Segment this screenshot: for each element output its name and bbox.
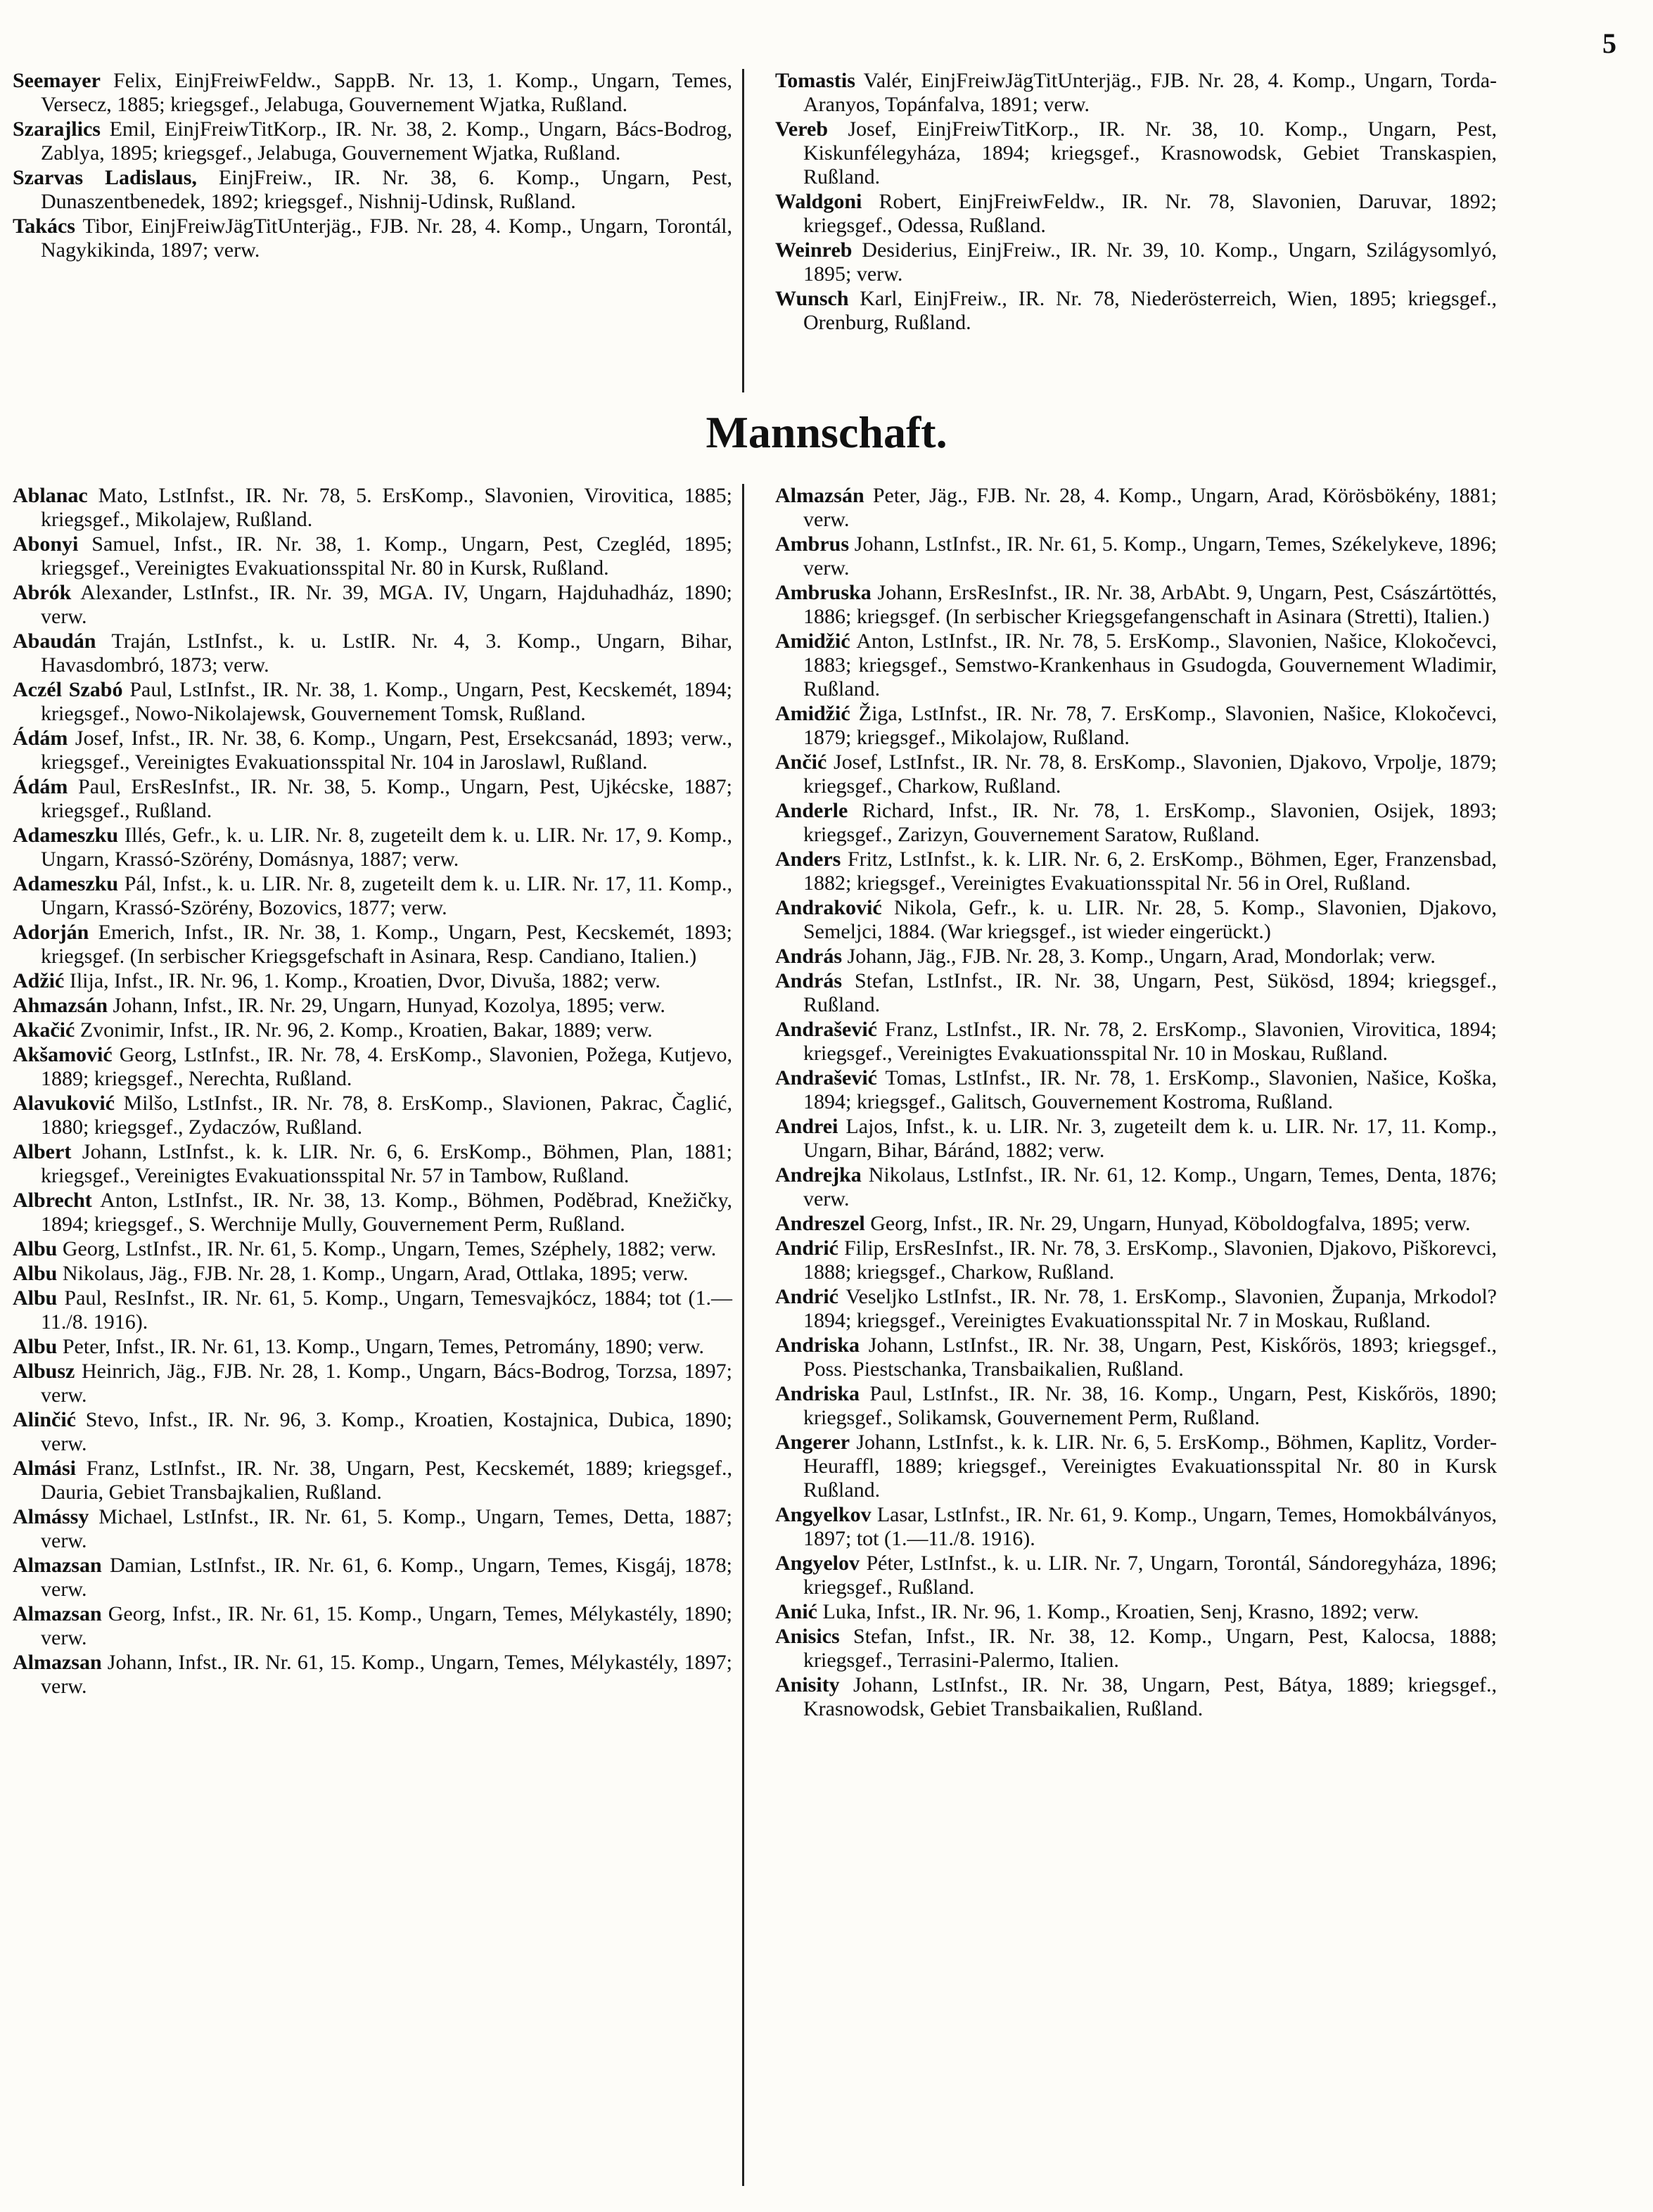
- entry-details: Ilija, Infst., IR. Nr. 96, 1. Komp., Kroatien, Dvor, Divuša, 1882; verw.: [64, 969, 660, 992]
- casualty-entry: [13, 1286, 732, 1334]
- entry-details: Samuel, Infst., IR. Nr. 38, 1. Komp., Ungarn, Pest, Czegléd, 1895; kriegsgef., Vereinigtes Evakuationsspital Nr. 80 in Kursk, Rußland.: [41, 532, 732, 580]
- entry-surname: Anderle: [775, 799, 848, 822]
- entry-surname: Anisity: [775, 1673, 840, 1696]
- entry-details: Traján, LstInfst., k. u. LstIR. Nr. 4, 3. Komp., Ungarn, Bihar, Havasdombró, 1873; verw.: [41, 629, 732, 677]
- entry-details: Franz, LstInfst., IR. Nr. 78, 2. ErsKomp., Slavonien, Virovitica, 1894; kriegsgef., Vereinigtes Evakuationsspital Nr. 10 in Moskau, Rußland.: [803, 1018, 1497, 1065]
- casualty-entry: [13, 1140, 732, 1188]
- entry-details: Stefan, Infst., IR. Nr. 38, 12. Komp., Ungarn, Pest, Kalocsa, 1888; kriegsgef., Terrasini-Palermo, Italien.: [803, 1625, 1497, 1672]
- entry-surname: Waldgoni: [775, 190, 862, 213]
- entry-surname: Alavuković: [13, 1092, 115, 1115]
- casualty-entry: [775, 69, 1497, 117]
- casualty-entry: [775, 1600, 1497, 1624]
- entry-surname: Albert: [13, 1140, 72, 1163]
- casualty-entry: [13, 678, 732, 726]
- entry-details: Milšo, LstInfst., IR. Nr. 78, 8. ErsKomp., Slavionen, Pakrac, Čaglić, 1880; kriegsgef., Zydaczów, Rußland.: [41, 1092, 732, 1139]
- entry-details: Karl, EinjFreiw., IR. Nr. 78, Niederösterreich, Wien, 1895; kriegsgef., Orenburg, Rußland.: [803, 287, 1497, 334]
- casualty-entry: [775, 581, 1497, 629]
- casualty-entry: [13, 994, 732, 1018]
- entry-surname: Andrić: [775, 1236, 838, 1260]
- entry-details: Georg, LstInfst., IR. Nr. 61, 5. Komp., Ungarn, Temes, Széphely, 1882; verw.: [57, 1237, 717, 1260]
- casualty-entry: [13, 1554, 732, 1602]
- casualty-entry: [13, 1237, 732, 1261]
- entry-details: Johann, LstInfst., k. k. LIR. Nr. 6, 5. ErsKomp., Böhmen, Kaplitz, Vorder-Heuraffl, 1889; kriegsgef., Vereinigtes Evakuationsspital Nr. 80 in Kursk Rußland.: [803, 1431, 1497, 1502]
- casualty-entry: [775, 1625, 1497, 1673]
- entry-details: Tomas, LstInfst., IR. Nr. 78, 1. ErsKomp., Slavonien, Našice, Koška, 1894; kriegsgef., Galitsch, Gouvernement Kostroma, Rußland.: [803, 1066, 1497, 1113]
- casualty-entry: [775, 1163, 1497, 1211]
- entry-details: Illés, Gefr., k. u. LIR. Nr. 8, zugeteilt dem k. u. LIR. Nr. 17, 9. Komp., Ungarn, Krassó-Szörény, Domásnya, 1887; verw.: [41, 824, 732, 871]
- page-number: 5: [1602, 27, 1616, 59]
- entry-details: Tibor, EinjFreiwJägTitUnterjäg., FJB. Nr. 28, 4. Komp., Ungarn, Torontál, Nagykikinda, 1897; verw.: [41, 215, 732, 262]
- entry-surname: Albu: [13, 1335, 58, 1358]
- entry-surname: Amidžić: [775, 629, 850, 653]
- entry-surname: Andreszel: [775, 1212, 865, 1235]
- entry-surname: Takács: [13, 215, 75, 238]
- casualty-entry: [775, 1552, 1497, 1599]
- entry-surname: Abrók: [13, 581, 72, 604]
- entry-surname: Angyelkov: [775, 1503, 872, 1526]
- casualty-entry: [13, 1457, 732, 1504]
- entry-details: Felix, EinjFreiwFeldw., SappB. Nr. 13, 1. Komp., Ungarn, Temes, Versecz, 1885; kriegsgef., Jelabuga, Gouvernement Wjatka, Rußland.: [41, 69, 732, 116]
- entry-details: Lasar, LstInfst., IR. Nr. 61, 9. Komp., Ungarn, Temes, Homokbálványos, 1897; tot (1.—11./8. 1916).: [803, 1503, 1497, 1550]
- entry-surname: Angyelov: [775, 1552, 860, 1575]
- entry-surname: Andraković: [775, 896, 882, 919]
- casualty-entry: [775, 238, 1497, 286]
- entry-surname: Andrašević: [775, 1066, 877, 1089]
- entry-details: Paul, LstInfst., IR. Nr. 38, 1. Komp., Ungarn, Pest, Kecskemét, 1894; kriegsgef., Nowo-Nikolajewsk, Gouvernement Tomsk, Rußland.: [41, 678, 732, 725]
- casualty-entry: [13, 215, 732, 262]
- casualty-entry: [775, 484, 1497, 532]
- entry-surname: Akšamović: [13, 1043, 113, 1066]
- entry-details: Georg, LstInfst., IR. Nr. 78, 4. ErsKomp., Slavonien, Požega, Kutjevo, 1889; kriegsgef., Nerechta, Rußland.: [41, 1043, 732, 1090]
- entry-surname: Andrejka: [775, 1163, 862, 1187]
- casualty-entry: [775, 969, 1497, 1017]
- casualty-entry: [13, 1505, 732, 1553]
- entry-details: EinjFreiw., IR. Nr. 38, 6. Komp., Ungarn, Pest, Dunaszentbenedek, 1892; kriegsgef., Nishnij-Udinsk, Rußland.: [41, 166, 732, 213]
- casualty-entry: [13, 117, 732, 165]
- entry-details: Desiderius, EinjFreiw., IR. Nr. 39, 10. Komp., Ungarn, Szilágysomlyó, 1895; verw.: [803, 238, 1497, 286]
- entry-surname: Anders: [775, 848, 841, 871]
- entry-details: Franz, LstInfst., IR. Nr. 38, Ungarn, Pest, Kecskemét, 1889; kriegsgef., Dauria, Gebiet Transbajkalien, Rußland.: [41, 1457, 732, 1504]
- entry-surname: Albu: [13, 1237, 58, 1260]
- casualty-entry: [13, 1189, 732, 1236]
- entry-surname: Amidžić: [775, 702, 850, 725]
- casualty-entry: [13, 1335, 732, 1359]
- casualty-entry: [13, 824, 732, 871]
- entry-surname: Adorján: [13, 921, 89, 944]
- officer-section: [0, 69, 1653, 392]
- casualty-entry: [13, 629, 732, 677]
- top-right-column: [775, 69, 1507, 392]
- entry-surname: Vereb: [775, 117, 828, 141]
- entry-details: Josef, Infst., IR. Nr. 38, 6. Komp., Ungarn, Pest, Ersekcsanád, 1893; verw., kriegsgef., Vereinigtes Evakuationsspital Nr. 104 in Jaroslawl, Rußland.: [41, 727, 732, 774]
- entry-surname: Almazsan: [13, 1651, 102, 1674]
- casualty-entry: [13, 1651, 732, 1699]
- casualty-entry: [775, 945, 1497, 968]
- casualty-entry: [13, 872, 732, 920]
- casualty-entry: [775, 190, 1497, 238]
- casualty-entry: [775, 799, 1497, 847]
- casualty-entry: [775, 287, 1497, 335]
- entry-details: Anton, LstInfst., IR. Nr. 38, 13. Komp., Böhmen, Poděbrad, Knežičky, 1894; kriegsgef., S. Werchnije Mully, Gouvernement Perm, Rußland.: [41, 1189, 732, 1236]
- entry-surname: Almássy: [13, 1505, 89, 1528]
- casualty-entry: [13, 166, 732, 214]
- casualty-entry: [13, 532, 732, 580]
- entry-details: Richard, Infst., IR. Nr. 78, 1. ErsKomp., Slavonien, Osijek, 1893; kriegsgef., Zarizyn, Gouvernement Saratow, Rußland.: [803, 799, 1497, 846]
- casualty-entry: [775, 896, 1497, 944]
- casualty-entry: [13, 1360, 732, 1407]
- entry-details: Johann, Infst., IR. Nr. 61, 15. Komp., Ungarn, Temes, Mélykastély, 1897; verw.: [41, 1651, 732, 1698]
- entry-details: Pál, Infst., k. u. LIR. Nr. 8, zugeteilt dem k. u. LIR. Nr. 17, 11. Komp., Ungarn, Krassó-Szörény, Bozovics, 1877; verw.: [41, 872, 732, 919]
- entry-surname: Abonyi: [13, 532, 79, 556]
- entry-details: Johann, ErsResInfst., IR. Nr. 38, ArbAbt. 9, Ungarn, Pest, Császártöttés, 1886; kriegsgef. (In serbischer Kriegsgefangenschaft in Asinara (Stretti), Italien.): [803, 581, 1497, 628]
- entry-surname: Anisics: [775, 1625, 840, 1648]
- entry-surname: Wunsch: [775, 287, 849, 310]
- casualty-entry: [775, 117, 1497, 189]
- casualty-entry: [13, 69, 732, 117]
- entry-details: Heinrich, Jäg., FJB. Nr. 28, 1. Komp., Ungarn, Bács-Bodrog, Torzsa, 1897; verw.: [41, 1360, 732, 1407]
- entry-details: Fritz, LstInfst., k. k. LIR. Nr. 6, 2. ErsKomp., Böhmen, Eger, Franzensbad, 1882; kriegsgef., Vereinigtes Evakuationsspital Nr. 56 in Orel, Rußland.: [803, 848, 1497, 895]
- entry-details: Luka, Infst., IR. Nr. 96, 1. Komp., Kroatien, Senj, Krasno, 1892; verw.: [817, 1600, 1419, 1623]
- entry-details: Anton, LstInfst., IR. Nr. 78, 5. ErsKomp., Slavonien, Našice, Klokočevci, 1883; kriegsgef., Semstwo-Krankenhaus in Gsudogda, Gouvernement Wladimir, Rußland.: [803, 629, 1497, 701]
- entry-details: Nikola, Gefr., k. u. LIR. Nr. 28, 5. Komp., Slavonien, Djakovo, Semeljci, 1884. (War kriegsgef., ist wieder eingerückt.): [803, 896, 1497, 943]
- casualty-entry: [775, 1503, 1497, 1551]
- entry-details: Georg, Infst., IR. Nr. 29, Ungarn, Hunyad, Köboldogfalva, 1895; verw.: [864, 1212, 1471, 1235]
- casualty-entry: [775, 1382, 1497, 1430]
- entry-details: Peter, Jäg., FJB. Nr. 28, 4. Komp., Ungarn, Arad, Körösbökény, 1881; verw.: [803, 484, 1497, 531]
- entry-surname: Anić: [775, 1600, 817, 1623]
- entry-surname: Andriska: [775, 1334, 860, 1357]
- casualty-entry: [13, 581, 732, 629]
- casualty-entry: [775, 702, 1497, 750]
- entry-details: Emerich, Infst., IR. Nr. 38, 1. Komp., Ungarn, Pest, Kecskemét, 1893; kriegsgef. (In serbischer Kriegsgefschaft in Asinara, Resp. Candiano, Italien.): [41, 921, 732, 968]
- casualty-entry: [775, 848, 1497, 895]
- entry-details: Michael, LstInfst., IR. Nr. 61, 5. Komp., Ungarn, Temes, Detta, 1887; verw.: [41, 1505, 732, 1552]
- entry-surname: Tomastis: [775, 69, 855, 92]
- entry-surname: Ančić: [775, 750, 827, 774]
- casualty-entry: [775, 1334, 1497, 1381]
- entry-details: Valér, EinjFreiwJägTitUnterjäg., FJB. Nr. 28, 4. Komp., Ungarn, Torda-Aranyos, Topánfalva, 1891; verw.: [803, 69, 1497, 116]
- entry-surname: Seemayer: [13, 69, 101, 92]
- entry-surname: Ambruska: [775, 581, 872, 604]
- entry-details: Alexander, LstInfst., IR. Nr. 39, MGA. IV, Ungarn, Hajduhadház, 1890; verw.: [41, 581, 732, 628]
- bottom-left-column: [13, 484, 744, 2186]
- enlisted-section: [0, 484, 1653, 2186]
- entry-surname: Ablanac: [13, 484, 88, 507]
- entry-details: Nikolaus, Jäg., FJB. Nr. 28, 1. Komp., Ungarn, Arad, Ottlaka, 1895; verw.: [57, 1262, 689, 1285]
- entry-details: Johann, LstInfst., k. k. LIR. Nr. 6, 6. ErsKomp., Böhmen, Plan, 1881; kriegsgef., Vereinigtes Evakuationsspital Nr. 57 in Tambow, Rußland.: [41, 1140, 732, 1187]
- entry-surname: Albusz: [13, 1360, 75, 1383]
- entry-surname: Almási: [13, 1457, 76, 1480]
- casualty-entry: [13, 1018, 732, 1042]
- entry-details: Paul, ErsResInfst., IR. Nr. 38, 5. Komp., Ungarn, Pest, Ujkécske, 1887; kriegsgef., Rußland.: [41, 775, 732, 822]
- entry-details: Lajos, Infst., k. u. LIR. Nr. 3, zugeteilt dem k. u. LIR. Nr. 17, 11. Komp., Ungarn, Bihar, Báránd, 1882; verw.: [803, 1115, 1497, 1162]
- casualty-entry: [13, 727, 732, 774]
- entry-details: Nikolaus, LstInfst., IR. Nr. 61, 12. Komp., Ungarn, Temes, Denta, 1876; verw.: [803, 1163, 1497, 1210]
- casualty-entry: [775, 1115, 1497, 1163]
- entry-details: Johann, LstInfst., IR. Nr. 38, Ungarn, Pest, Kiskőrös, 1893; kriegsgef., Poss. Piestschanka, Transbaikalien, Rußland.: [803, 1334, 1497, 1381]
- entry-surname: Ádám: [13, 727, 68, 750]
- entry-surname: Albu: [13, 1262, 58, 1285]
- bottom-right-column: [775, 484, 1507, 2186]
- entry-details: Filip, ErsResInfst., IR. Nr. 78, 3. ErsKomp., Slavonien, Djakovo, Piškorevci, 1888; kriegsgef., Charkow, Rußland.: [803, 1236, 1497, 1284]
- entry-details: Péter, LstInfst., k. u. LIR. Nr. 7, Ungarn, Torontál, Sándoregyháza, 1896; kriegsgef., Rußland.: [803, 1552, 1497, 1599]
- entry-surname: Almazsan: [13, 1602, 102, 1625]
- entry-surname: Almazsán: [775, 484, 864, 507]
- entry-details: Johann, LstInfst., IR. Nr. 38, Ungarn, Pest, Bátya, 1889; kriegsgef., Krasnowodsk, Gebiet Transbaikalien, Rußland.: [803, 1673, 1497, 1720]
- casualty-entry: [13, 1043, 732, 1091]
- entry-surname: Ambrus: [775, 532, 850, 556]
- top-left-column: [13, 69, 744, 392]
- entry-surname: Andrić: [775, 1285, 838, 1308]
- casualty-entry: [13, 1092, 732, 1139]
- entry-surname: Akačić: [13, 1018, 75, 1042]
- entry-details: Johann, Infst., IR. Nr. 29, Ungarn, Hunyad, Kozolya, 1895; verw.: [108, 994, 665, 1017]
- entry-surname: Andrašević: [775, 1018, 877, 1041]
- entry-surname: Szarajlics: [13, 117, 101, 141]
- entry-surname: Weinreb: [775, 238, 853, 262]
- entry-details: Emil, EinjFreiwTitKorp., IR. Nr. 38, 2. Komp., Ungarn, Bács-Bodrog, Zablya, 1895; kriegsgef., Jelabuga, Gouvernement Wjatka, Rußland.: [41, 117, 732, 165]
- entry-details: Žiga, LstInfst., IR. Nr. 78, 7. ErsKomp., Slavonien, Našice, Klokočevci, 1879; kriegsgef., Mikolajow, Rußland.: [803, 702, 1497, 749]
- entry-details: Zvonimir, Infst., IR. Nr. 96, 2. Komp., Kroatien, Bakar, 1889; verw.: [75, 1018, 653, 1042]
- entry-details: Paul, ResInfst., IR. Nr. 61, 5. Komp., Ungarn, Temesvajkócz, 1884; tot (1.—11./8. 1916).: [41, 1286, 732, 1334]
- casualty-entry: [775, 1066, 1497, 1114]
- entry-details: Josef, LstInfst., IR. Nr. 78, 8. ErsKomp., Slavonien, Djakovo, Vrpolje, 1879; kriegsgef., Charkow, Rußland.: [803, 750, 1497, 798]
- casualty-entry: [775, 1018, 1497, 1066]
- entry-details: Johann, LstInfst., IR. Nr. 61, 5. Komp., Ungarn, Temes, Székelykeve, 1896; verw.: [803, 532, 1497, 580]
- casualty-entry: [775, 1236, 1497, 1284]
- entry-surname: Abaudán: [13, 629, 96, 653]
- entry-surname: Aczél Szabó: [13, 678, 123, 701]
- casualty-entry: [13, 1408, 732, 1456]
- entry-surname: Albu: [13, 1286, 58, 1310]
- entry-details: Stevo, Infst., IR. Nr. 96, 3. Komp., Kroatien, Kostajnica, Dubica, 1890; verw.: [41, 1408, 732, 1455]
- entry-details: Paul, LstInfst., IR. Nr. 38, 16. Komp., Ungarn, Pest, Kiskőrös, 1890; kriegsgef., Solikamsk, Gouvernement Perm, Rußland.: [803, 1382, 1497, 1429]
- entry-surname: Szarvas Ladislaus,: [13, 166, 197, 189]
- entry-surname: Alinčić: [13, 1408, 76, 1431]
- entry-surname: Adžić: [13, 969, 65, 992]
- entry-details: Mato, LstInfst., IR. Nr. 78, 5. ErsKomp., Slavonien, Virovitica, 1885; kriegsgef., Mikolajew, Rußland.: [41, 484, 732, 531]
- casualty-entry: [775, 1673, 1497, 1721]
- casualty-entry: [775, 1431, 1497, 1502]
- casualty-entry: [775, 532, 1497, 580]
- entry-surname: Adameszku: [13, 824, 119, 847]
- entry-surname: Ahmazsán: [13, 994, 108, 1017]
- casualty-entry: [775, 1285, 1497, 1333]
- entry-surname: András: [775, 969, 843, 992]
- entry-details: Peter, Infst., IR. Nr. 61, 13. Komp., Ungarn, Temes, Petromány, 1890; verw.: [57, 1335, 704, 1358]
- casualty-entry: [13, 1262, 732, 1286]
- casualty-entry: [775, 1212, 1497, 1236]
- entry-details: Josef, EinjFreiwTitKorp., IR. Nr. 38, 10. Komp., Ungarn, Pest, Kiskunfélegyháza, 1894; kriegsgef., Krasnowodsk, Gebiet Transkaspien, Rußland.: [803, 117, 1497, 188]
- casualty-entry: [13, 1602, 732, 1650]
- entry-surname: Albrecht: [13, 1189, 92, 1212]
- entry-surname: Adameszku: [13, 872, 119, 895]
- entry-details: Damian, LstInfst., IR. Nr. 61, 6. Komp., Ungarn, Temes, Kisgáj, 1878; verw.: [41, 1554, 732, 1601]
- section-heading: Mannschaft.: [706, 407, 947, 457]
- entry-surname: Ádám: [13, 775, 68, 798]
- entry-details: Johann, Jäg., FJB. Nr. 28, 3. Komp., Ungarn, Arad, Mondorlak; verw.: [842, 945, 1436, 968]
- casualty-entry: [13, 969, 732, 993]
- entry-surname: Almazsan: [13, 1554, 102, 1577]
- casualty-entry: [13, 921, 732, 968]
- casualty-entry: [13, 775, 732, 823]
- entry-details: Robert, EinjFreiwFeldw., IR. Nr. 78, Slavonien, Daruvar, 1892; kriegsgef., Odessa, Rußland.: [803, 190, 1497, 237]
- entry-details: Georg, Infst., IR. Nr. 61, 15. Komp., Ungarn, Temes, Mélykastély, 1890; verw.: [41, 1602, 732, 1649]
- entry-surname: Angerer: [775, 1431, 850, 1454]
- entry-surname: András: [775, 945, 843, 968]
- entry-surname: Andrei: [775, 1115, 838, 1138]
- entry-surname: Andriska: [775, 1382, 860, 1405]
- entry-details: Veseljko LstInfst., IR. Nr. 78, 1. ErsKomp., Slavonien, Županja, Mrkodol? 1894; kriegsgef., Vereinigtes Evakuationsspital Nr. 7 in Moskau, Rußland.: [803, 1285, 1497, 1332]
- casualty-entry: [775, 629, 1497, 701]
- entry-details: Stefan, LstInfst., IR. Nr. 38, Ungarn, Pest, Sükösd, 1894; kriegsgef., Rußland.: [803, 969, 1497, 1016]
- casualty-entry: [13, 484, 732, 532]
- casualty-entry: [775, 750, 1497, 798]
